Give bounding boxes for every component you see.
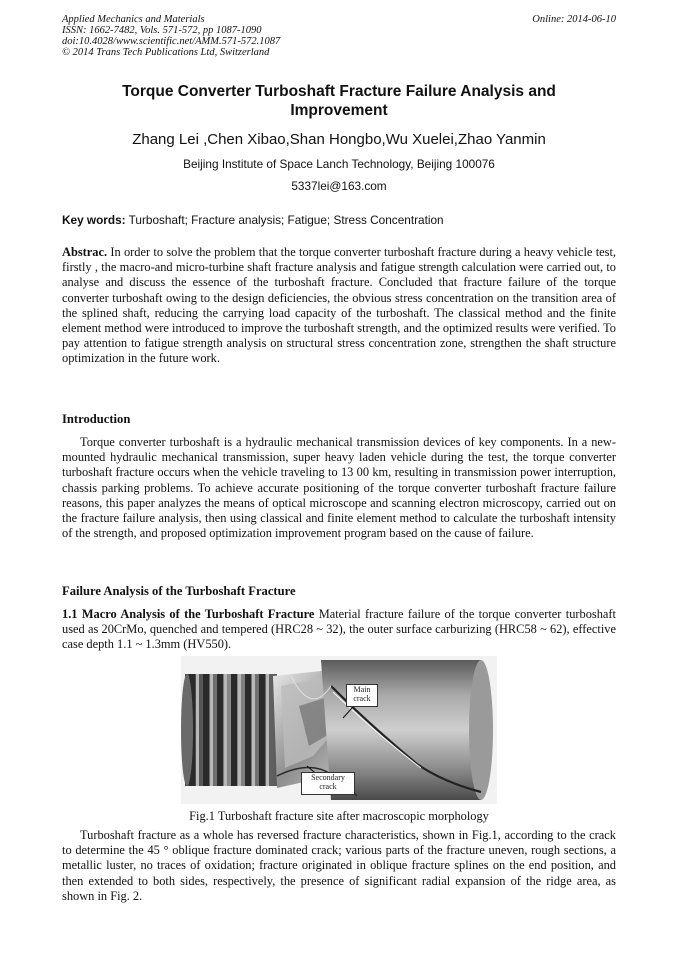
author-email[interactable]: 5337lei@163.com xyxy=(291,179,387,193)
secondary-crack-label: Secondary crack xyxy=(301,772,355,795)
issn-line: ISSN: 1662-7482, Vols. 571-572, pp 1087-1090 xyxy=(62,25,262,36)
abstract xyxy=(62,245,616,367)
journal-header xyxy=(62,14,280,58)
figure-turboshaft-fracture xyxy=(181,656,497,804)
doi-line[interactable]: doi:10.4028/www.scientific.net/AMM.571-572.1087 xyxy=(62,36,281,47)
keywords xyxy=(62,213,616,228)
journal-name: Applied Mechanics and Materials xyxy=(62,14,205,25)
keywords-label: Key words: xyxy=(62,213,126,227)
abstract-text: In order to solve the problem that the torque converter turboshaft fracture during a heavy vehicle test, firstly , the macro-and micro-turbine shaft fracture analysis and fatigue strength calculation were carried out, to analyse and discuss the essence of the turboshaft fracture. Concluded that fracture failure of the torque converter turboshaft owing to the design deficiencies, the obvious stress concentration on the transition area of the splined shaft, reducing the carrying load capacity of the turboshaft. The classical method and the finite element method were introduced to improve the turboshaft strength, and the optimized results were verified. To pay attention to fatigue strength analysis on structural stress concentration zone, strengthen the shaft structure optimization in the future work. xyxy=(62,245,616,366)
keywords-text: Turboshaft; Fracture analysis; Fatigue; Stress Concentration xyxy=(125,213,444,227)
affiliation: Beijing Institute of Space Lanch Technology, Beijing 100076 xyxy=(183,157,495,171)
paper-title: Torque Converter Turboshaft Fracture Failure Analysis and Improvement xyxy=(122,83,556,119)
introduction-paragraph: Torque converter turboshaft is a hydraulic mechanical transmission devices of key components. In a new-mounted hydraulic mechanical transmission, super heavy laden vehicle during the test, the torque converter turboshaft fracture occurs when the vehicle traveling to 13 00 km, resulting in transmission power interruption, chassis parking problems. To achieve accurate positioning of the torque converter turboshaft fracture failure reasons, this paper analyzes the means of optical microscope and scanning electron microscopy, carried out on the fracture failure analysis, then using classical and finite element method to calculate the turboshaft intensity of the strength, and proposed optimization improvement program based on the cause of failure. xyxy=(62,435,616,541)
section-heading-introduction: Introduction xyxy=(62,412,131,426)
figure-caption: Fig.1 Turboshaft fracture site after macroscopic morphology xyxy=(189,809,489,823)
section-heading-failure-analysis: Failure Analysis of the Turboshaft Fracture xyxy=(62,584,296,598)
macro-analysis-paragraph xyxy=(62,607,616,653)
author-list: Zhang Lei ,Chen Xibao,Shan Hongbo,Wu Xuelei,Zhao Yanmin xyxy=(132,131,546,148)
abstract-label: Abstrac. xyxy=(62,245,108,259)
online-date: Online: 2014-06-10 xyxy=(532,14,616,25)
closing-paragraph: Turboshaft fracture as a whole has reversed fracture characteristics, shown in Fig.1, according to the crack to determine the 45 ° oblique fracture dominated crack; various parts of the fracture uneven, rough sections, a metallic luster, no traces of oxidation; fracture originated in oblique fracture splines on the end position, and then extended to both sides, respectively, the presence of significant radial expansion of the ridge area, as shown in Fig. 2. xyxy=(62,828,616,903)
main-crack-label: Main crack xyxy=(346,684,378,707)
macro-analysis-text: Material fracture failure of the torque converter turboshaft used as 20CrMo, quenched and tempered (HRC28 ~ 32), the outer surface carburizing (HRC58 ~ 62), effective case depth 1.1 ~ 1.3mm (HV550). xyxy=(62,607,616,652)
copyright-line: © 2014 Trans Tech Publications Ltd, Switzerland xyxy=(62,47,270,58)
subsection-heading-macro-analysis: 1.1 Macro Analysis of the Turboshaft Fracture xyxy=(62,607,315,621)
